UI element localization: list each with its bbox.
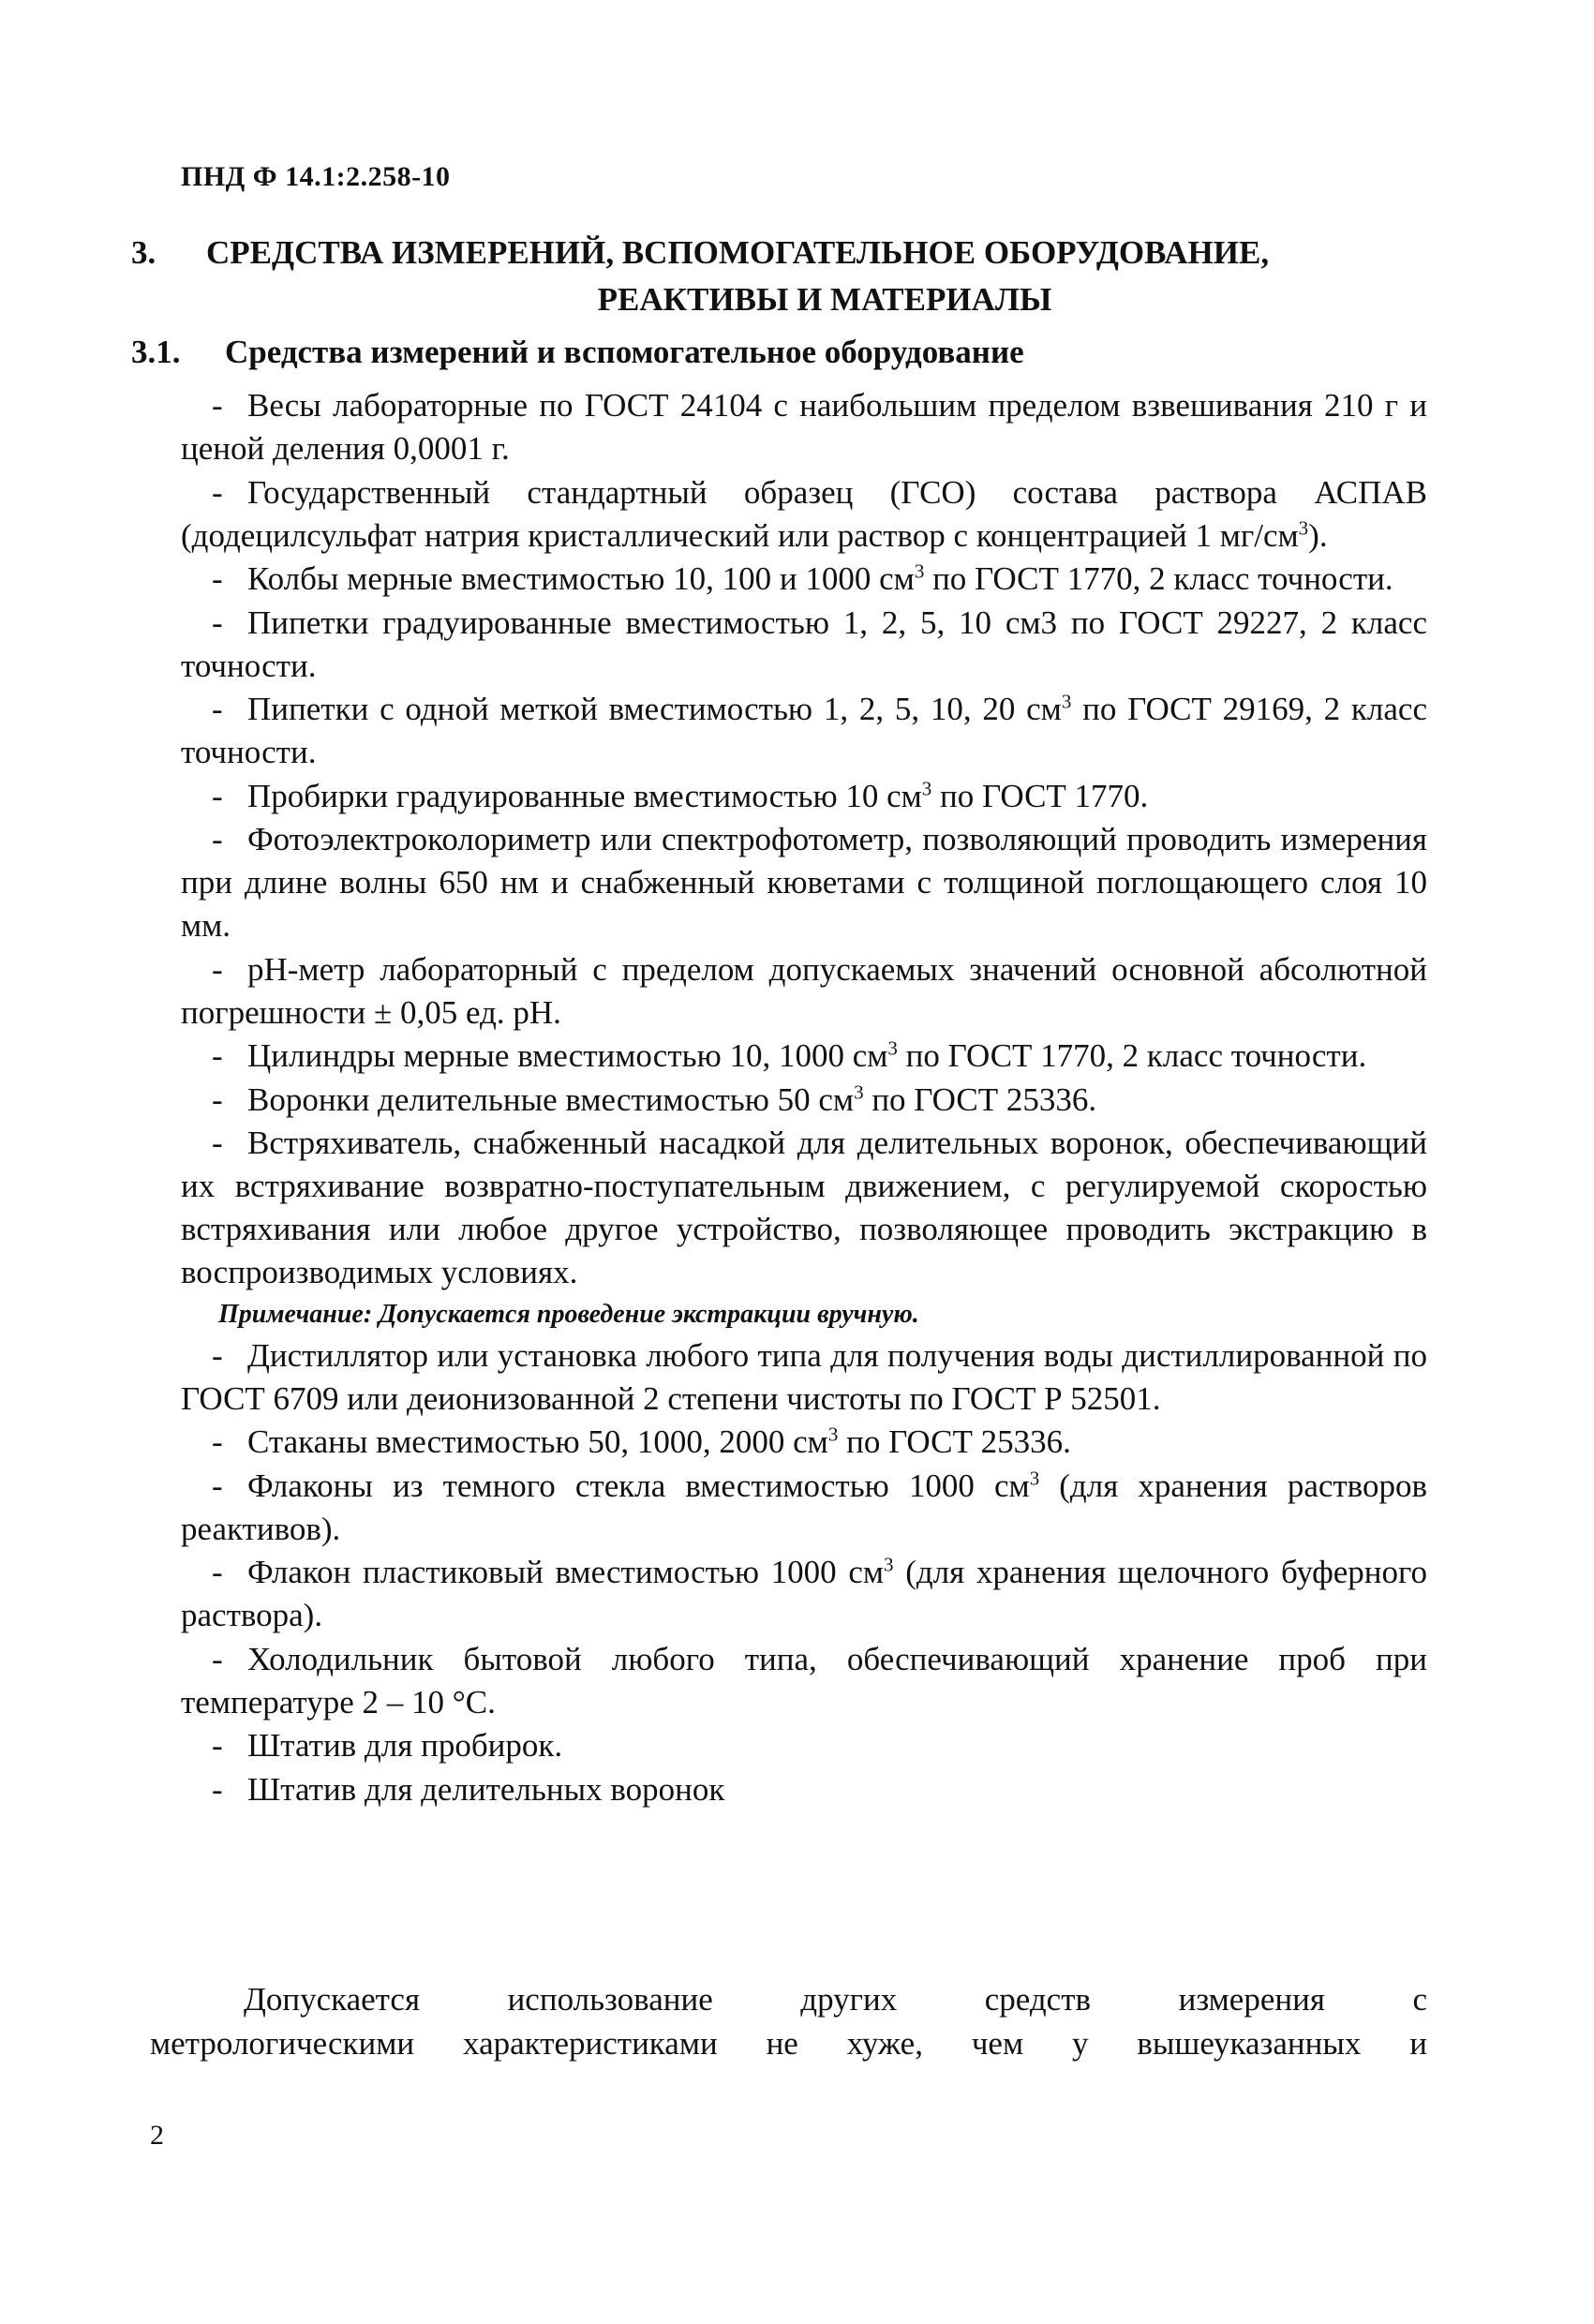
list-item: - Флаконы из темного стекла вместимостью 1000 $см^3$ (для хранения растворов реактивов). — [181, 1465, 1427, 1551]
list-dash: - — [212, 560, 223, 597]
list-item: - Цилиндры мерные вместимостью 10, 1000 $см^3$ по ГОСТ 1770, 2 класс точности. — [181, 1035, 1427, 1078]
list-item: - Флакон пластиковый вместимостью 1000 $см^3$ (для хранения щелочного буферного раствора). — [181, 1551, 1427, 1637]
list-dash: - — [212, 1080, 223, 1118]
page-number: 2 — [150, 2120, 164, 2151]
list-dash: - — [212, 1727, 223, 1764]
list-dash: - — [212, 1554, 223, 1590]
list-item: - Пипетки градуированные вместимостью 1, 2, 5, 10 см3 по ГОСТ 29227, 2 класс точности. — [181, 602, 1427, 688]
list-dash: - — [212, 1423, 223, 1460]
note-text: Примечание: Допускается проведение экстракции вручную. — [218, 1299, 919, 1329]
list-item: - Стаканы вместимостью 50, 1000, 2000 $см^3$ по ГОСТ 25336. — [181, 1421, 1427, 1464]
list-dash: - — [212, 1125, 223, 1161]
section-number: 3. — [131, 234, 156, 271]
list-dash: - — [212, 387, 223, 424]
list-item: - Государственный стандартный образец (ГСО) состава раствора АСПАВ (додецилсульфат натрия кристаллический или раствор с концентрацией 1 $мг/см^3$). — [181, 471, 1427, 558]
subsection-number: 3.1. — [131, 334, 181, 370]
equipment-list — [181, 384, 1427, 1811]
list-item: - Пробирки градуированные вместимостью 10 $см^3$ по ГОСТ 1770. — [181, 775, 1427, 818]
list-dash: - — [212, 1336, 223, 1374]
list-dash: - — [212, 1770, 223, 1808]
list-item: - Воронки делительные вместимостью 50 $см^3$ по ГОСТ 25336. — [181, 1079, 1427, 1122]
list-item: - Фотоэлектроколориметр или спектрофотометр, позволяющий проводить измерения при длине волны 650 нм и снабженный кюветами с толщиной поглощающего слоя 10 мм. — [181, 818, 1427, 947]
subsection-title: Средства измерений и вспомогательное оборудование — [225, 334, 1024, 370]
list-item: - Холодильник бытовой любого типа, обеспечивающий хранение проб при температуре 2 – 10 °С. — [181, 1638, 1427, 1724]
list-dash: - — [212, 777, 223, 814]
closing-line-2: метрологическими характеристиками не хуже, чем у вышеуказанных и — [150, 2025, 1427, 2062]
list-dash: - — [212, 603, 223, 641]
list-dash: - — [212, 691, 223, 727]
list-dash: - — [212, 1037, 223, 1074]
list-dash: - — [212, 1467, 223, 1504]
list-item: - Колбы мерные вместимостью 10, 100 и 1000 $см^3$ по ГОСТ 1770, 2 класс точности. — [181, 558, 1427, 601]
section-title-line1: СРЕДСТВА ИЗМЕРЕНИЙ, ВСПОМОГАТЕЛЬНОЕ ОБОРУДОВАНИЕ, — [206, 234, 1270, 271]
document-code: ПНД Ф 14.1:2.258-10 — [181, 161, 451, 192]
list-item: - Пипетки с одной меткой вместимостью 1, 2, 5, 10, 20 $см^3$ по ГОСТ 29169, 2 класс точности. — [181, 688, 1427, 774]
list-dash: - — [212, 473, 223, 511]
list-item: - Штатив для пробирок. — [181, 1724, 1427, 1767]
closing-paragraph — [150, 1977, 1427, 2065]
list-item: - Встряхиватель, снабженный насадкой для делительных воронок, обеспечивающий их встряхивание возвратно-поступательным движением, с регулируемой скоростью встряхивания или любое другое устройство, позволяющее проводить экстракцию в воспроизводимых условиях. — [181, 1122, 1427, 1294]
list-dash: - — [212, 1640, 223, 1677]
subsection-heading — [131, 334, 1024, 371]
list-item: - Весы лабораторные по ГОСТ 24104 с наибольшим пределом взвешивания 210 г и ценой деления 0,0001 г. — [181, 384, 1427, 470]
closing-line-1: Допускается использование других средств измерения с — [244, 1981, 1427, 2018]
list-dash: - — [212, 950, 223, 988]
list-dash: - — [212, 821, 223, 857]
list-item: - рН-метр лабораторный с пределом допускаемых значений основной абсолютной погрешности ± 0,05 ед. рН. — [181, 948, 1427, 1035]
list-item: - Дистиллятор или установка любого типа для получения воды дистиллированной по ГОСТ 6709 или деионизованной 2 степени чистоты по ГОСТ Р 52501. — [181, 1334, 1427, 1421]
list-item: - Штатив для делительных воронок — [181, 1768, 1427, 1811]
section-title-line2: РЕАКТИВЫ И МАТЕРИАЛЫ — [597, 281, 1052, 318]
